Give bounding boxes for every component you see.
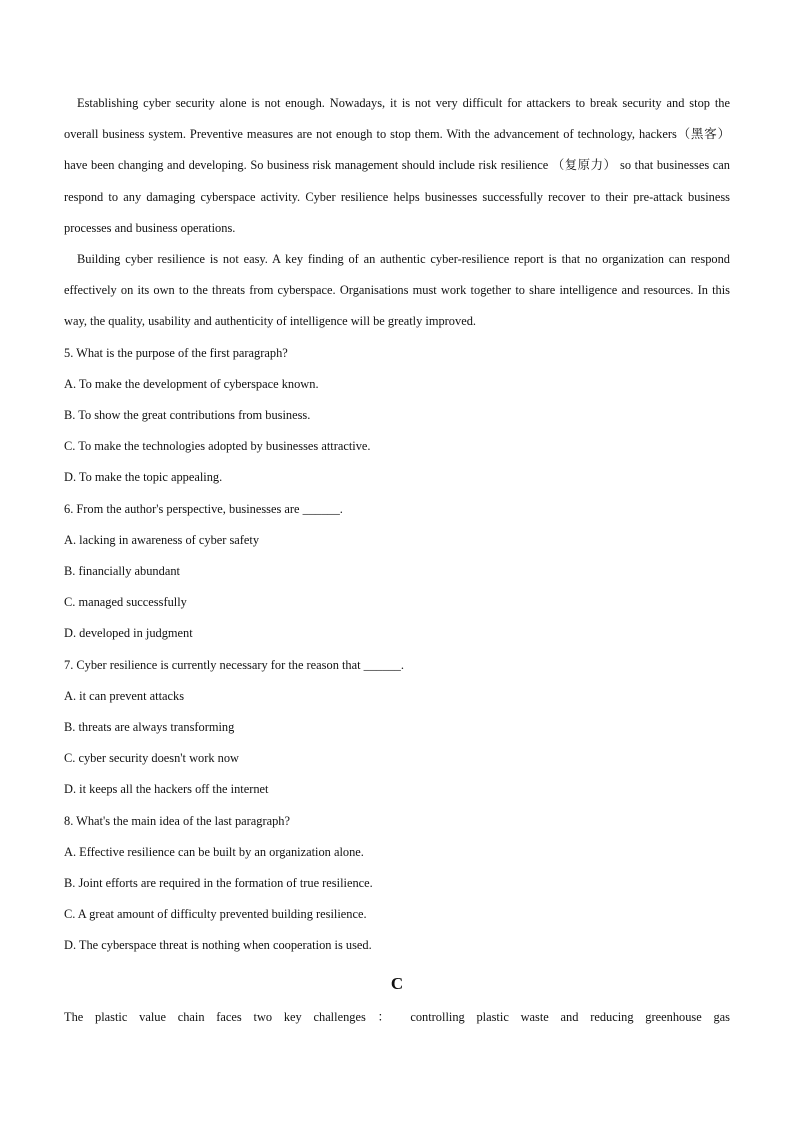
option-b: B. threats are always transforming — [64, 720, 235, 735]
question-5 — [64, 338, 730, 494]
option-b: B. financially abundant — [64, 564, 180, 579]
option-b: B. To show the great contributions from business. — [64, 408, 311, 423]
passage-paragraph-1: Establishing cyber security alone is not enough. Nowadays, it is not very difficult for attackers to break security and stop the overall business system. Preventive measures are not enough to stop them. With the advancement of technology, hackers（黑客）have been changing and developing. So business risk management should include risk resilience （复原力） so that businesses can respond to any damaging cyberspace activity. Cyber resilience helps businesses successfully recover to their pre-attack business processes and business operations. — [64, 96, 730, 235]
option-a: A. Effective resilience can be built by an organization alone. — [64, 844, 364, 859]
question-stem: 6. From the author's perspective, businesses are ______. — [64, 501, 343, 516]
option-c: C. cyber security doesn't work now — [64, 751, 239, 766]
option-b: B. Joint efforts are required in the formation of true resilience. — [64, 876, 373, 891]
option-d: D. To make the topic appealing. — [64, 470, 223, 485]
section-c-title: C — [390, 973, 404, 993]
option-c: C. managed successfully — [64, 595, 187, 610]
option-d: D. it keeps all the hackers off the internet — [64, 782, 269, 797]
option-d: D. The cyberspace threat is nothing when cooperation is used. — [64, 938, 372, 953]
option-a: A. To make the development of cyberspace known. — [64, 376, 319, 391]
section-c-first-line: The plastic value chain faces two key challenges ： controlling plastic waste and reducing greenhouse gas — [64, 1009, 730, 1024]
option-a: A. it can prevent attacks — [64, 688, 185, 703]
option-a: A. lacking in awareness of cyber safety — [64, 532, 260, 547]
passage-paragraph-2: Building cyber resilience is not easy. A key finding of an authentic cyber-resilience report is that no organization can respond effectively on its own to the threats from cyberspace. Organisations must work together to share intelligence and resources. In this way, the quality, usability and authenticity of intelligence will be greatly improved. — [64, 252, 730, 329]
document-page — [64, 88, 730, 1033]
question-8 — [64, 806, 730, 962]
option-c: C. To make the technologies adopted by businesses attractive. — [64, 439, 371, 454]
question-7 — [64, 650, 730, 806]
question-6 — [64, 494, 730, 650]
option-c: C. A great amount of difficulty prevented building resilience. — [64, 907, 367, 922]
question-stem: 7. Cyber resilience is currently necessary for the reason that ______. — [64, 657, 404, 672]
option-d: D. developed in judgment — [64, 626, 193, 641]
question-stem: 8. What's the main idea of the last paragraph? — [64, 813, 290, 828]
question-stem: 5. What is the purpose of the first paragraph? — [64, 345, 288, 360]
